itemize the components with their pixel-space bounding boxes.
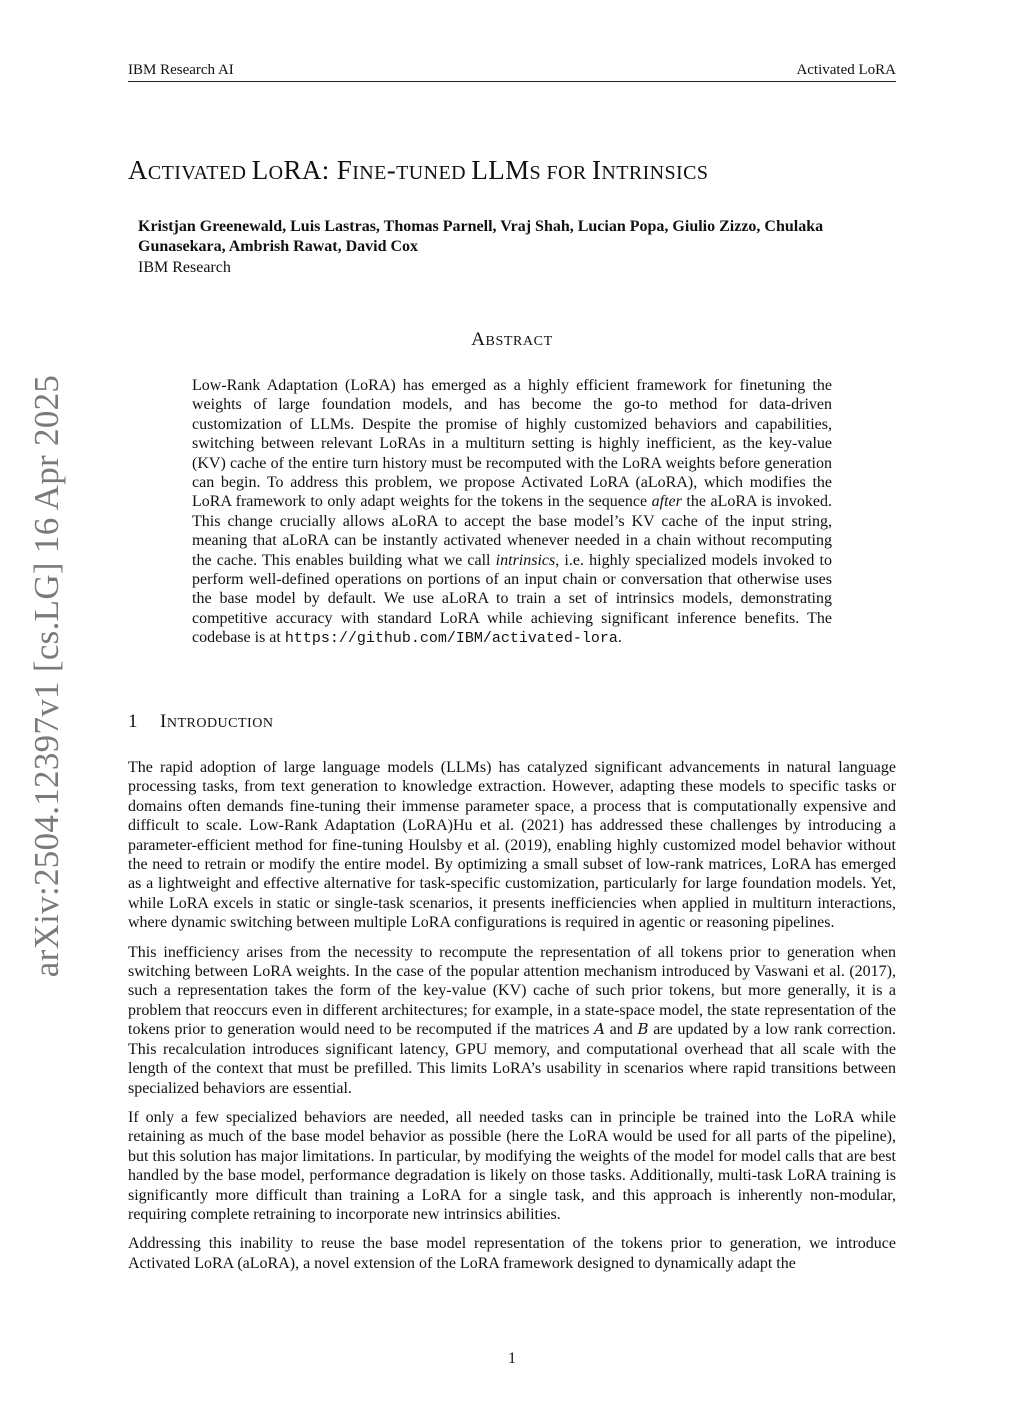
section-heading-introduction: 1 INTRODUCTION [128, 711, 274, 732]
math-variable-a: A [594, 1020, 605, 1039]
abstract-body: Low-Rank Adaptation (LoRA) has emerged as a highly efficient framework for finetuning the weights of large foundation models, and has become the go-to method for data-driven customization of LLMs. Despite the promise of highly customized behaviors and capabilities, switching between relevant LoRAs in a multiturn setting is highly inefficient, as the key-value (KV) cache of the entire turn history must be recomputed with the LoRA weights before generation can begin. To address this problem, we propose Activated LoRA (aLoRA), which modifies the LoRA framework to only adapt weights for the tokens in the sequence after the aLoRA is invoked. This change crucially allows aLoRA to accept the base model’s KV cache of the input string, meaning that aLoRA can be instantly activated whenever needed in a chain without recomputing the cache. This enables building what we call intrinsics, i.e. highly specialized models invoked to perform well-defined operations on portions of an input chain or conversation that otherwise uses the base model by default. We use aLoRA to train a set of intrinsics models, demonstrating competitive accuracy with standard LoRA while achieving significant inference benefits. The codebase is at https://github.com/IBM/activated-lora. [192, 377, 833, 648]
paragraph: Addressing this inability to reuse the base model representation of the tokens prior to generation, we introduce Activated LoRA (aLoRA), a novel extension of the LoRA framework designed to dynamically adapt the [128, 1235, 896, 1272]
emphasis-intrinsics: intrinsics [495, 551, 556, 569]
paragraph: This inefficiency arises from the necessity to recompute the representation of all tokens prior to generation when switching between LoRA weights. In the case of the popular attention mechanism introduced by Vaswani et al. (2017), such a representation takes the form of the key-value (KV) cache of such prior tokens, but more generally, it is a problem that reoccurs even in different architectures; for example, in a state-space model, the state representation of the tokens prior to generation would need to be recomputed if the matrices A and B are updated by a low rank correction. This recalculation introduces significant latency, GPU memory, and computational overhead that all scale with the length of the context that must be prefilled. This limits LoRA’s usability in scenarios where rapid transitions between specialized behaviors are essential. [128, 943, 897, 1097]
header-rule [128, 81, 896, 82]
codebase-link[interactable]: https://github.com/IBM/activated-lora [284, 630, 618, 648]
running-header-right: Activated LoRA [796, 62, 896, 78]
math-variable-b: B [637, 1020, 649, 1039]
abstract-heading: ABSTRACT [471, 329, 553, 350]
paragraph: The rapid adoption of large language models (LLMs) has catalyzed significant advancements in natural language processing tasks, from text generation to knowledge extraction. However, adapting these models to specific tasks or domains often demands fine-tuning their immense parameter space, a process that is computationally expensive and difficult to scale. Low-Rank Adaptation (LoRA)Hu et al. (2021) has addressed these challenges by introducing a parameter-efficient method for fine-tuning Houlsby et al. (2019), enabling highly customized model behavior without the need to retrain or modify the entire model. By optimizing a small subset of low-rank matrices, LoRA has emerged as a lightweight and effective alternative for task-specific customization, particularly for large foundation models. Yet, while LoRA excels in static or single-task scenarios, it presents inefficiencies when applied in multiturn interactions, where dynamic switching between multiple LoRA configurations is required in agentic or reasoning pipelines. [128, 759, 896, 932]
affiliation: IBM Research [138, 259, 231, 276]
introduction-body [128, 758, 896, 1283]
arxiv-identifier: arXiv:2504.12397v1 [cs.LG] 16 Apr 2025 [27, 374, 66, 978]
running-header-left: IBM Research AI [128, 62, 234, 78]
emphasis-after: after [651, 493, 682, 511]
page-number: 1 [508, 1350, 516, 1367]
paper-title: ACTIVATED LORA: FINE-TUNED LLMS FOR INTRINSICS [128, 155, 709, 185]
paragraph: If only a few specialized behaviors are needed, all needed tasks can in principle be trained into the LoRA while retaining as much of the base model behavior as possible (here the LoRA would be used for all parts of the pipeline), but this solution has major limitations. In particular, by modifying the weights of the model for model calls that are best handled by the base model, performance degradation is likely on those tasks. Additionally, multi-task LoRA training is significantly more difficult than training a LoRA for a single task, and this approach is inherently non-modular, requiring complete retraining to incorporate new intrinsics abilities. [128, 1108, 896, 1223]
author-list: Kristjan Greenewald, Luis Lastras, Thomas Parnell, Vraj Shah, Lucian Popa, Giulio Zizzo, Chulaka Gunasekara, Ambrish Rawat, David Cox [138, 218, 824, 255]
